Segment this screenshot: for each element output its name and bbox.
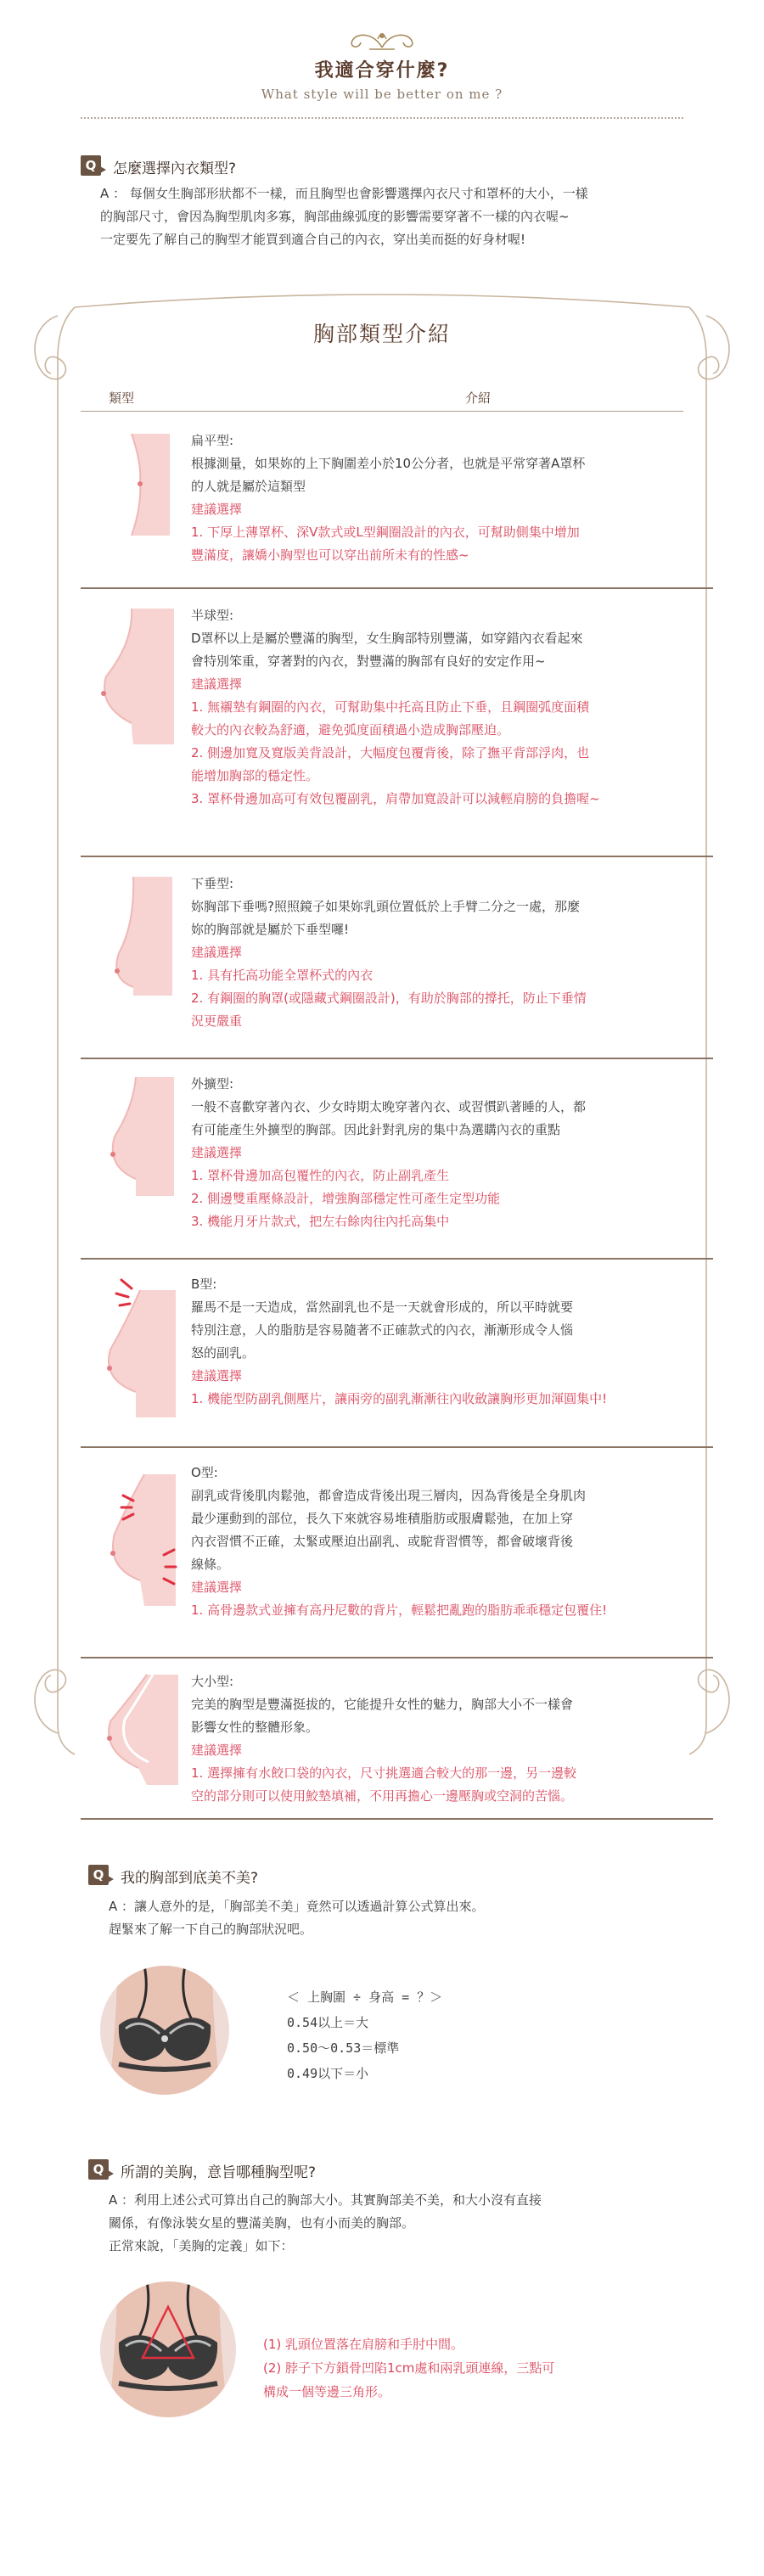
definition-block bbox=[263, 2332, 722, 2404]
row-divider bbox=[81, 587, 713, 589]
type-desc: 影響女性的整體形象。 bbox=[191, 1720, 319, 1735]
result-line: 0.50～0.53＝標準 bbox=[287, 2040, 400, 2056]
type-desc: 根據測量，如果妳的上下胸圍差小於10公分者，也就是平常穿著A罩杯 bbox=[191, 456, 586, 471]
q1-answer bbox=[100, 182, 745, 251]
type-desc: 最少運動到的部位，長久下來就容易堆積脂肪或服膚鬆弛，在加上穿 bbox=[191, 1511, 574, 1526]
o-type-breast-icon bbox=[81, 1462, 187, 1610]
row-divider bbox=[81, 1657, 713, 1658]
flat-breast-icon bbox=[81, 429, 187, 540]
recommend-label: 建議選擇 bbox=[191, 1580, 243, 1595]
type-desc: 妳的胸部就是屬於下垂型囉! bbox=[191, 922, 350, 937]
column-header-intro: 介紹 bbox=[465, 390, 492, 406]
type-tip: 3. 罩杯骨邊加高可有效包覆副乳，肩帶加寬設計可以減輕肩膀的負擔喔~ bbox=[191, 791, 600, 806]
type-tip: 空的部分則可以使用鮫墊填補，不用再擔心一邊壓胸或空洞的苦惱。 bbox=[191, 1788, 574, 1804]
type-desc: 妳胸部下垂嗎?照照鏡子如果妳乳頭位置低於上手臂二分之一處，那麼 bbox=[191, 899, 580, 914]
type-name: 半球型: bbox=[191, 608, 234, 623]
row-divider bbox=[81, 1818, 713, 1820]
type-tip: 能增加胸部的穩定性。 bbox=[191, 768, 319, 783]
row-divider bbox=[81, 856, 713, 857]
type-desc: 怒的副乳。 bbox=[191, 1345, 256, 1361]
type-tip: 較大的內衣較為舒適，避免弧度面積過小造成胸部壓迫。 bbox=[191, 722, 510, 738]
uneven-breast-icon bbox=[81, 1670, 187, 1789]
type-tip: 1. 機能型防副乳側壓片，讓兩旁的副乳漸漸往內收斂讓胸形更加渾圓集中! bbox=[191, 1391, 608, 1406]
q1-answer-line: A ： 每個女生胸部形狀都不一樣，而且胸型也會影響選擇內衣尺寸和罩杯的大小，一樣 bbox=[100, 186, 588, 201]
bra-triangle-photo bbox=[100, 2281, 236, 2417]
type-name: 大小型: bbox=[191, 1674, 234, 1689]
q3-title: 所謂的美胸，意旨哪種胸型呢? bbox=[121, 2164, 317, 2181]
definition-line: (2) 脖子下方鎖骨凹陷1cm處和兩乳頭連線，三點可 bbox=[263, 2360, 555, 2376]
column-header-line bbox=[81, 411, 683, 412]
type-desc: 羅馬不是一天造成，當然副乳也不是一天就會形成的，所以平時就要 bbox=[191, 1299, 574, 1315]
section-title: 胸部類型介紹 bbox=[312, 322, 451, 346]
row-divider bbox=[81, 1058, 713, 1059]
type-desc: 的人就是屬於這類型 bbox=[191, 479, 306, 494]
q2-title: 我的胸部到底美不美? bbox=[121, 1870, 259, 1887]
outward-breast-icon bbox=[81, 1073, 187, 1200]
recommend-label: 建議選擇 bbox=[191, 1368, 243, 1383]
type-desc: 副乳或背後肌肉鬆弛，都會造成背後出現三層肉，因為背後是全身肌肉 bbox=[191, 1488, 587, 1503]
type-tip: 1. 下厚上薄罩杯、深V款式或L型鋼圈設計的內衣，可幫助側集中增加 bbox=[191, 525, 580, 540]
row-divider bbox=[81, 1258, 713, 1260]
bra-photo-icon bbox=[100, 1966, 229, 2095]
q1-answer-line: 的胸部尺寸，會因為胸型肌肉多寡，胸部曲線弧度的影響需要穿著不一樣的內衣喔~ bbox=[100, 209, 570, 224]
q3-answer bbox=[109, 2189, 720, 2258]
type-tip: 1. 罩杯骨邊加高包覆性的內衣，防止副乳產生 bbox=[191, 1168, 450, 1183]
dotted-divider bbox=[81, 117, 683, 119]
type-tip: 2. 側邊加寬及寬版美背設計，大幅度包覆背後，除了撫平背部浮肉，也 bbox=[191, 745, 590, 760]
type-tip: 1. 高骨邊款式並擁有高丹尼數的背片，輕鬆把亂跑的脂肪乖乖穩定包覆住! bbox=[191, 1602, 608, 1618]
type-name: 扁平型: bbox=[191, 433, 234, 448]
q1-title: 怎麼選擇內衣類型? bbox=[113, 160, 237, 177]
row-divider bbox=[81, 1446, 713, 1448]
q3-answer-line: 關係，有像泳裝女星的豐滿美胸，也有小而美的胸部。 bbox=[109, 2215, 415, 2231]
type-desc: D罩杯以上是屬於豐滿的胸型，女生胸部特別豐滿，如穿錯內衣看起來 bbox=[191, 631, 583, 646]
q2-answer bbox=[109, 1895, 703, 1941]
b-type-breast-icon bbox=[81, 1273, 187, 1422]
type-desc: 內衣習慣不正確，太緊或壓迫出副乳、或駝背習慣等，都會破壞背後 bbox=[191, 1534, 574, 1549]
q3-answer-line: 正常來說，「美胸的定義」如下： bbox=[109, 2238, 294, 2253]
type-tip: 況更嚴重 bbox=[191, 1013, 243, 1029]
type-name: B型: bbox=[191, 1277, 217, 1292]
recommend-label: 建議選擇 bbox=[191, 1743, 243, 1758]
type-desc: 有可能產生外擴型的胸部。因此針對乳房的集中為選購內衣的重點 bbox=[191, 1122, 561, 1137]
formula: ＜ 上胸圍 ÷ 身高 = ？＞ bbox=[287, 1990, 443, 2005]
column-header-type: 類型 bbox=[109, 390, 135, 406]
type-desc: 特別注意，人的脂肪是容易隨著不正確款式的內衣，漸漸形成令人惱 bbox=[191, 1322, 574, 1338]
type-tip: 1. 具有托高功能全罩杯式的內衣 bbox=[191, 968, 374, 983]
recommend-label: 建議選擇 bbox=[191, 502, 243, 517]
definition-line: 構成一個等邊三角形。 bbox=[263, 2384, 391, 2399]
type-tip: 豐滿度，讓嬌小胸型也可以穿出前所未有的性感~ bbox=[191, 547, 469, 563]
page-title: 我適合穿什麼? bbox=[314, 60, 450, 81]
type-tip: 2. 有鋼圈的胸罩(或隱藏式鋼圈設計)，有助於胸部的撐托，防止下垂情 bbox=[191, 991, 587, 1006]
formula-block bbox=[287, 1984, 442, 2086]
q-badge-icon: Q bbox=[81, 155, 101, 176]
result-line: 0.54以上＝大 bbox=[287, 2015, 369, 2030]
type-tip: 1. 無襯墊有鋼圈的內衣，可幫助集中托高且防止下垂，且鋼圈弧度面積 bbox=[191, 699, 590, 715]
q2-answer-line: 趕緊來了解一下自己的胸部狀況吧。 bbox=[109, 1922, 313, 1937]
ornament-icon bbox=[344, 24, 420, 53]
q3-answer-line: A ：利用上述公式可算出自己的胸部大小。其實胸部美不美，和大小沒有直接 bbox=[109, 2192, 542, 2208]
type-name: O型: bbox=[191, 1465, 218, 1480]
page-subtitle: What style will be better on me ? bbox=[261, 87, 503, 102]
header bbox=[0, 0, 764, 136]
q-badge-icon: Q bbox=[88, 1865, 109, 1885]
hemisphere-breast-icon bbox=[81, 604, 187, 749]
bra-photo bbox=[100, 1966, 229, 2095]
type-desc: 一般不喜歡穿著內衣、少女時期太晚穿著內衣、或習慣趴著睡的人，都 bbox=[191, 1099, 587, 1114]
type-tip: 3. 機能月牙片款式，把左右餘肉往內托高集中 bbox=[191, 1214, 450, 1229]
recommend-label: 建議選擇 bbox=[191, 1145, 243, 1160]
q1-answer-line: 一定要先了解自己的胸型才能買到適合自己的內衣，穿出美而挺的好身材喔! bbox=[100, 232, 526, 247]
type-tip: 1. 選擇擁有水餃口袋的內衣，尺寸挑選適合較大的那一邊，另一邊較 bbox=[191, 1765, 577, 1781]
type-name: 外擴型: bbox=[191, 1076, 234, 1092]
type-desc: 線條。 bbox=[191, 1557, 230, 1572]
q-badge-icon: Q bbox=[88, 2159, 109, 2180]
definition-line: (1) 乳頭位置落在肩膀和手肘中間。 bbox=[263, 2337, 464, 2352]
type-desc: 會特別笨重，穿著對的內衣，對豐滿的胸部有良好的安定作用~ bbox=[191, 654, 546, 669]
bra-triangle-photo-icon bbox=[100, 2281, 236, 2417]
result-line: 0.49以下＝小 bbox=[287, 2066, 369, 2081]
type-tip: 2. 側邊雙重壓條設計，增強胸部穩定性可產生定型功能 bbox=[191, 1191, 501, 1206]
type-name: 下垂型: bbox=[191, 876, 234, 891]
recommend-label: 建議選擇 bbox=[191, 676, 243, 692]
recommend-label: 建議選擇 bbox=[191, 945, 243, 960]
type-desc: 完美的胸型是豐滿挺拔的，它能提升女性的魅力，胸部大小不一樣會 bbox=[191, 1697, 574, 1712]
sagging-breast-icon bbox=[81, 873, 187, 1000]
q2-answer-line: A ：讓人意外的是，「胸部美不美」竟然可以透過計算公式算出來。 bbox=[109, 1899, 485, 1914]
